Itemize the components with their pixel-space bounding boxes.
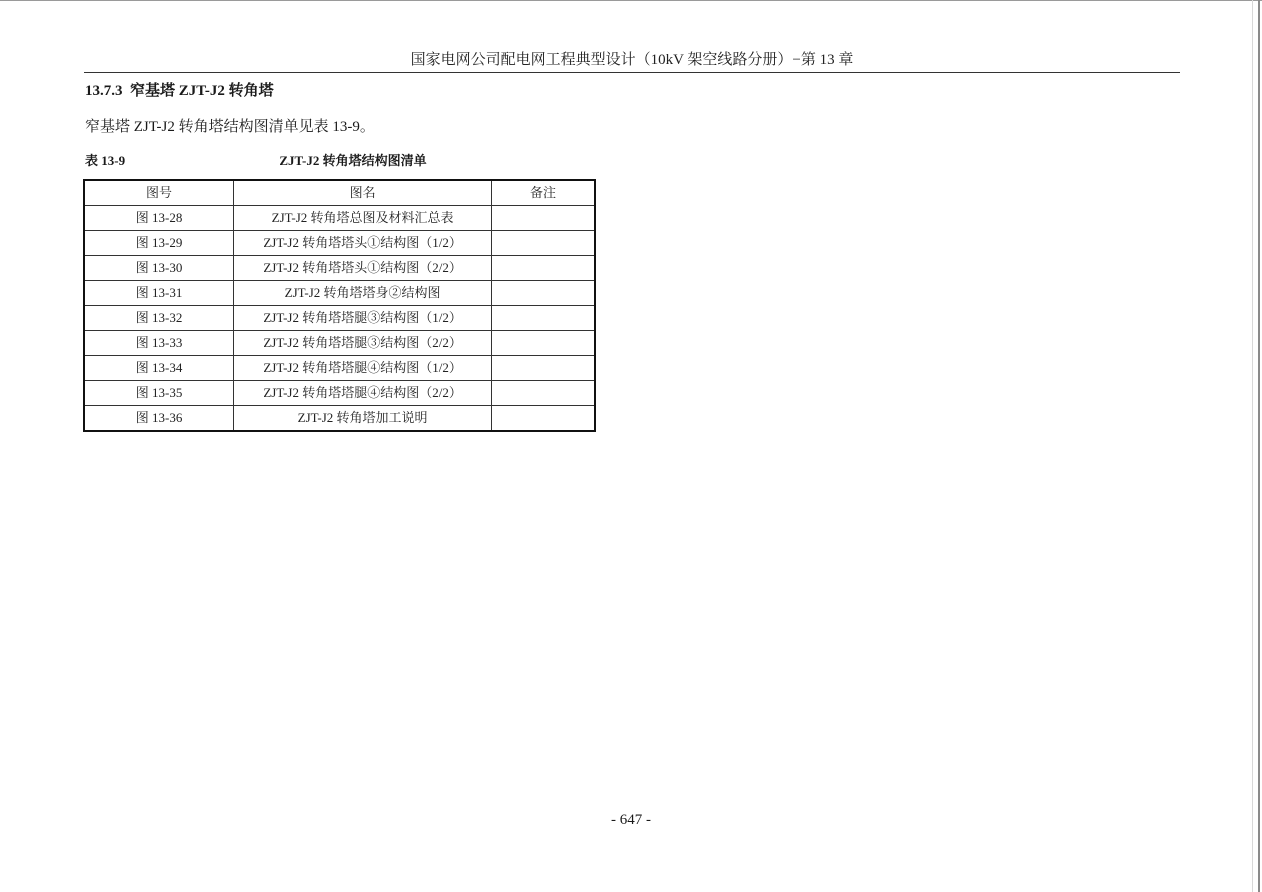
table-row — [84, 356, 595, 381]
column-header-figure-no: 图号 — [84, 180, 234, 206]
figure-name-cell: ZJT-J2 转角塔塔身②结构图 — [234, 281, 492, 306]
note-cell — [492, 231, 595, 256]
figure-name-cell: ZJT-J2 转角塔塔腿④结构图（1/2） — [234, 356, 492, 381]
figure-no-cell: 图 13-28 — [84, 206, 234, 231]
figure-name-cell: ZJT-J2 转角塔塔腿③结构图（1/2） — [234, 306, 492, 331]
note-cell — [492, 256, 595, 281]
figure-no-cell: 图 13-36 — [84, 406, 234, 432]
figure-no-cell: 图 13-35 — [84, 381, 234, 406]
note-cell — [492, 381, 595, 406]
page-right-border — [1258, 0, 1260, 892]
table-caption-number: 表 13-9 — [85, 153, 126, 168]
figure-no-cell: 图 13-34 — [84, 356, 234, 381]
table-row — [84, 231, 595, 256]
note-cell — [492, 306, 595, 331]
figure-no-cell: 图 13-30 — [84, 256, 234, 281]
section-heading: 13.7.3 窄基塔 ZJT-J2 转角塔 — [85, 83, 274, 99]
note-cell — [492, 281, 595, 306]
table-row — [84, 406, 595, 432]
figure-name-cell: ZJT-J2 转角塔塔头①结构图（1/2） — [234, 231, 492, 256]
table-caption-title: ZJT-J2 转角塔结构图清单 — [279, 153, 427, 168]
table-row — [84, 256, 595, 281]
note-cell — [492, 206, 595, 231]
running-header: 国家电网公司配电网工程典型设计（10kV 架空线路分册）−第 13 章 — [410, 52, 854, 68]
figure-no-cell: 图 13-29 — [84, 231, 234, 256]
table-row — [84, 381, 595, 406]
table-row — [84, 206, 595, 231]
figure-name-cell: ZJT-J2 转角塔加工说明 — [234, 406, 492, 432]
page-right-inner-border — [1252, 0, 1253, 892]
figure-name-cell: ZJT-J2 转角塔总图及材料汇总表 — [234, 206, 492, 231]
drawing-list-table — [83, 179, 596, 432]
page-top-border — [0, 0, 1262, 1]
figure-name-cell: ZJT-J2 转角塔塔头①结构图（2/2） — [234, 256, 492, 281]
header-rule — [84, 72, 1180, 73]
column-header-note: 备注 — [492, 180, 595, 206]
note-cell — [492, 331, 595, 356]
figure-no-cell: 图 13-33 — [84, 331, 234, 356]
body-paragraph: 窄基塔 ZJT-J2 转角塔结构图清单见表 13-9。 — [85, 119, 375, 135]
column-header-figure-name: 图名 — [234, 180, 492, 206]
figure-no-cell: 图 13-32 — [84, 306, 234, 331]
figure-name-cell: ZJT-J2 转角塔塔腿④结构图（2/2） — [234, 381, 492, 406]
note-cell — [492, 406, 595, 432]
figure-no-cell: 图 13-31 — [84, 281, 234, 306]
table-row — [84, 331, 595, 356]
note-cell — [492, 356, 595, 381]
table-header-row — [84, 180, 595, 206]
page-number: - 647 - — [611, 812, 651, 828]
table-row — [84, 281, 595, 306]
figure-name-cell: ZJT-J2 转角塔塔腿③结构图（2/2） — [234, 331, 492, 356]
table-row — [84, 306, 595, 331]
